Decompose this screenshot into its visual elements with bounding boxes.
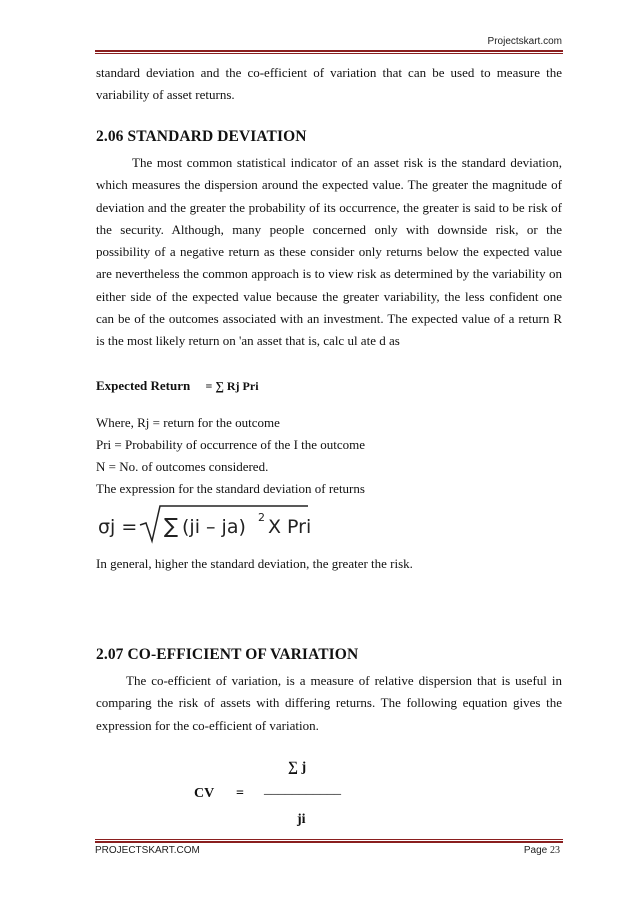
footer-site-name: PROJECTSKART.COM xyxy=(95,845,200,856)
header-site-name: Projectskart.com xyxy=(487,36,562,47)
section-heading-standard-deviation: 2.06 STANDARD DEVIATION xyxy=(96,128,307,145)
where-line: Pri = Probability of occurrence of the I the outcome xyxy=(96,437,366,452)
expected-return-label: Expected Return xyxy=(96,378,191,393)
where-line: N = No. of outcomes considered. xyxy=(96,459,269,474)
expected-return-equation xyxy=(96,377,259,395)
standard-deviation-formula xyxy=(96,503,336,545)
header-rule xyxy=(95,50,563,54)
coefficient-of-variation-paragraph: The co-efficient of variation, is a measure of relative dispersion that is useful in comparing the risk of assets with differing returns. The following equation gives the expression for the co-efficient of variation. xyxy=(96,673,562,733)
cv-fraction-bar: ___________ xyxy=(264,782,341,797)
page-number xyxy=(524,845,560,856)
standard-deviation-paragraph: The most common statistical indicator of an asset risk is the standard deviation, which measures the dispersion around the expected value. The greater the magnitude of deviation and the greater the probability of its occurrence, the greater is said to be risk of the security. Although, many people concerned only with downside risk, or the possibility of a negative return as these consider only returns below the expected value are nevertheless the common approach is to view risk as determined by the variability on either side of the expected value because the greater variability, the less confident one can be of the outcomes associated with an investment. The expected value of a return R is the most likely return on 'an asset that is, calc ul ate d as xyxy=(96,155,562,349)
cv-label: CV xyxy=(194,786,215,801)
standard-deviation-conclusion: In general, higher the standard deviation, the greater the risk. xyxy=(96,556,413,571)
expected-return-formula: = ∑ Rj Pri xyxy=(205,379,259,393)
sd-formula-tail: X Pri xyxy=(268,516,312,538)
sd-formula-lhs: σj = xyxy=(98,516,138,538)
sd-formula-exponent: 2 xyxy=(258,511,265,524)
cv-equals: = xyxy=(236,786,244,801)
sd-formula-body: (ji – ja) xyxy=(182,516,246,538)
cv-numerator: ∑ j xyxy=(288,760,307,775)
where-line: Where, Rj = return for the outcome xyxy=(96,415,280,430)
intro-paragraph: standard deviation and the co-efficient of variation that can be used to measure the variability of asset returns. xyxy=(96,65,562,103)
section-heading-coefficient-of-variation: 2.07 CO-EFFICIENT OF VARIATION xyxy=(96,646,359,663)
cv-denominator: ji xyxy=(297,812,306,827)
footer-rule xyxy=(95,839,563,843)
where-line: The expression for the standard deviation of returns xyxy=(96,481,365,496)
sd-formula-sum: ∑ xyxy=(164,514,179,538)
page-number-value: 23 xyxy=(550,845,560,856)
page-label: Page xyxy=(523,845,548,856)
